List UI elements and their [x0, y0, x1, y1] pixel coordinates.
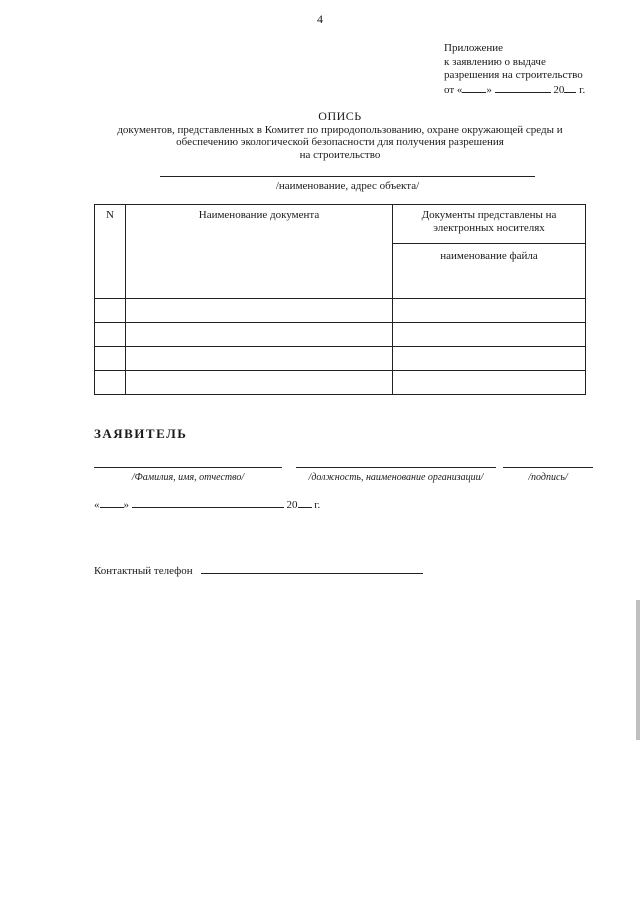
fio-caption: /Фамилия, имя, отчество/ — [131, 472, 245, 483]
position-caption: /должность, наименование организации/ — [308, 472, 484, 483]
contact-phone-label: Контактный телефон — [94, 565, 193, 577]
cell-n[interactable] — [95, 347, 126, 371]
position-field[interactable] — [296, 467, 496, 468]
applicant-date-year: 20 — [286, 499, 298, 511]
column-header-electronic: Документы представлены на электронных носителях — [393, 205, 586, 244]
applicant-date-close: » — [123, 499, 129, 511]
scan-edge-shadow — [636, 600, 640, 740]
document-subtitle-line-3: на строительство — [299, 148, 381, 161]
appendix-line-3: разрешения на строительство — [444, 69, 583, 81]
table-row — [95, 347, 586, 371]
appendix-date-quote-close: » — [486, 83, 492, 96]
cell-document-name[interactable] — [126, 299, 393, 323]
column-header-document-name: Наименование документа — [126, 205, 393, 299]
fio-field[interactable] — [94, 467, 282, 468]
table-row — [95, 371, 586, 395]
document-subtitle-line-2: обеспечению экологической безопасности для получения разрешения — [176, 136, 504, 148]
appendix-month-blank[interactable] — [495, 83, 551, 93]
appendix-date-suffix: г. — [579, 83, 586, 96]
column-header-file-name: наименование файла — [393, 244, 586, 299]
page-number: 4 — [317, 12, 323, 26]
applicant-date-open: « — [94, 499, 100, 511]
cell-file-name[interactable] — [393, 323, 586, 347]
applicant-date-suffix: г. — [314, 499, 321, 511]
cell-n[interactable] — [95, 371, 126, 395]
contact-phone-row — [94, 564, 423, 577]
appendix-day-blank[interactable] — [462, 83, 486, 93]
applicant-day-blank[interactable] — [100, 498, 124, 508]
table-row — [95, 323, 586, 347]
cell-document-name[interactable] — [126, 347, 393, 371]
cell-file-name[interactable] — [393, 371, 586, 395]
appendix-date-year: 20 — [553, 83, 565, 96]
column-header-n: N — [95, 205, 126, 299]
cell-file-name[interactable] — [393, 299, 586, 323]
cell-file-name[interactable] — [393, 347, 586, 371]
appendix-line-1: Приложение — [444, 42, 504, 54]
applicant-date-row — [94, 498, 320, 511]
appendix-date-prefix: от « — [444, 83, 463, 96]
signature-caption: /подпись/ — [528, 472, 568, 483]
document-header — [60, 110, 620, 161]
cell-n[interactable] — [95, 323, 126, 347]
documents-table — [94, 204, 586, 395]
signature-field[interactable] — [503, 467, 593, 468]
cell-document-name[interactable] — [126, 371, 393, 395]
cell-document-name[interactable] — [126, 323, 393, 347]
applicant-year-blank[interactable] — [298, 498, 312, 508]
appendix-year-blank[interactable] — [564, 83, 576, 93]
appendix-date-line — [444, 83, 585, 98]
object-name-field[interactable] — [160, 176, 535, 177]
cell-n[interactable] — [95, 299, 126, 323]
appendix-line-2: к заявлению о выдаче — [444, 55, 546, 68]
object-name-caption: /наименование, адрес объекта/ — [275, 180, 420, 192]
table-header-row — [95, 205, 586, 244]
applicant-month-blank[interactable] — [132, 498, 284, 508]
applicant-heading: ЗАЯВИТЕЛЬ — [94, 426, 188, 441]
contact-phone-field[interactable] — [201, 564, 423, 574]
appendix-block — [444, 42, 585, 97]
table-row — [95, 299, 586, 323]
document-title: ОПИСЬ — [318, 109, 362, 123]
document-subtitle-line-1: документов, представленных в Комитет по природопользованию, охране окружающей среды и — [117, 123, 563, 136]
